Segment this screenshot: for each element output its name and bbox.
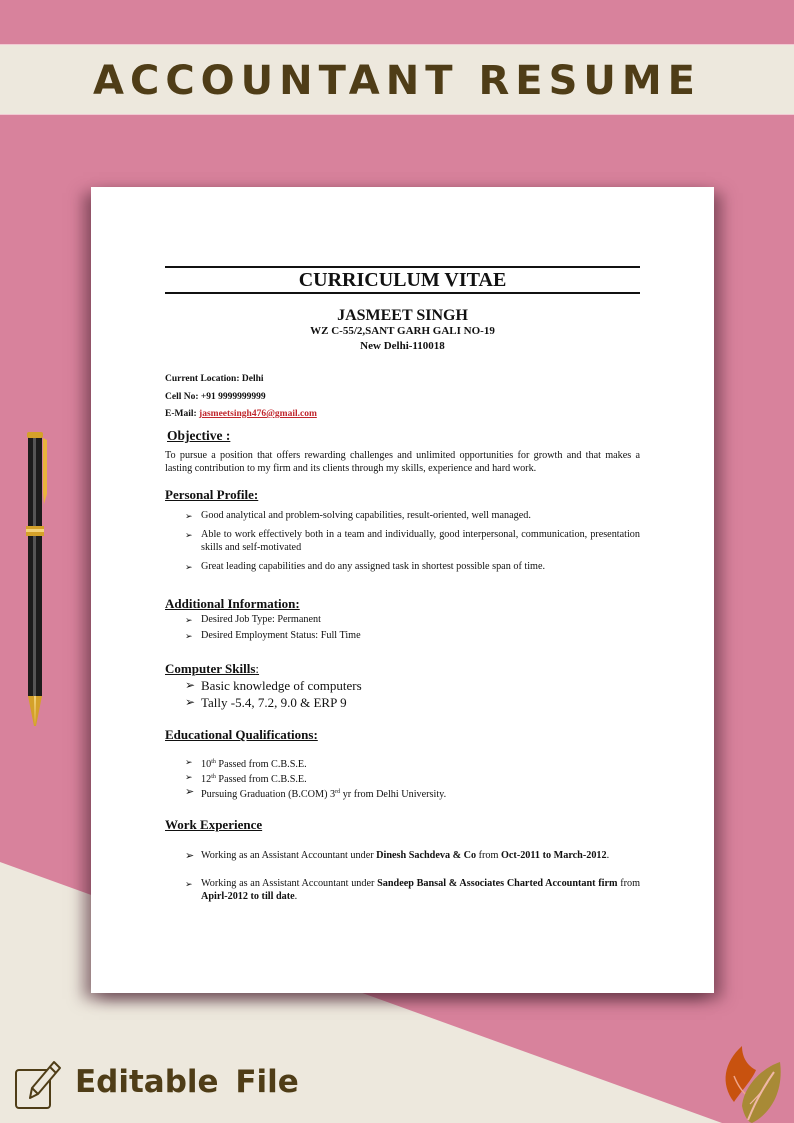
address-line-1: WZ C-55/2,SANT GARH GALI NO-19 <box>310 325 495 337</box>
list-item: ➢ Pursuing Graduation (B.COM) 3rd yr from Delhi University. <box>185 786 447 800</box>
arrowhead-bullet-icon: ➢ <box>185 850 195 862</box>
bottom-rule <box>165 292 640 294</box>
list-item: ➢ Great leading capabilities and do any assigned task in shortest possible span of time. <box>185 561 546 572</box>
email-link[interactable]: jasmeetsingh476@gmail.com <box>199 409 317 419</box>
resume-page <box>91 187 714 993</box>
arrowhead-bullet-icon: ➢ <box>185 631 193 641</box>
education-heading: Educational Qualifications: <box>165 727 318 742</box>
arrowhead-bullet-icon: ➢ <box>185 757 193 767</box>
edit-icon <box>14 1058 66 1110</box>
banner-title: ACCOUNTANT RESUME <box>93 57 701 104</box>
list-item: ➢ Good analytical and problem-solving capabilities, result-oriented, well managed. <box>185 510 531 521</box>
arrowhead-bullet-icon: ➢ <box>185 772 193 782</box>
list-item: ➢ 10th Passed from C.B.S.E. <box>185 757 307 770</box>
current-location: Current Location: Delhi <box>165 374 264 384</box>
title-banner <box>0 44 794 115</box>
list-item: ➢ Able to work effectively both in a team and individually, good interpersonal, communication, presentation skills and self-motivated <box>185 529 640 553</box>
computer-skills-heading: Computer Skills: <box>165 661 260 676</box>
arrowhead-bullet-icon: ➢ <box>185 530 193 540</box>
pen-icon <box>26 432 48 728</box>
arrowhead-bullet-icon: ➢ <box>185 879 193 889</box>
arrowhead-bullet-icon: ➢ <box>185 678 196 692</box>
address-line-2: New Delhi-110018 <box>360 340 445 352</box>
personal-profile-heading: Personal Profile: <box>165 487 259 502</box>
objective-heading: Objective : <box>167 428 231 443</box>
additional-info-heading: Additional Information: <box>165 596 300 611</box>
objective-text: To pursue a position that offers rewarding challenges and unlimited opportunities for growth and that makes a lasting contribution to my firm and its clients through my skills, experience and hard work. <box>165 450 640 474</box>
editable-file-label: Editable File <box>75 1064 299 1100</box>
top-rule <box>165 266 640 268</box>
cv-title: CURRICULUM VITAE <box>298 269 507 291</box>
arrowhead-bullet-icon: ➢ <box>185 511 193 521</box>
arrowhead-bullet-icon: ➢ <box>185 786 195 798</box>
email: E-Mail: jasmeetsingh476@gmail.com <box>165 409 317 419</box>
list-item: ➢ Desired Job Type: Permanent <box>185 614 321 625</box>
list-item: ➢ Working as an Assistant Accountant under Dinesh Sachdeva & Co from Oct-2011 to March-2012. <box>185 850 610 862</box>
list-item: ➢ Tally -5.4, 7.2, 9.0 & ERP 9 <box>185 695 347 710</box>
list-item: ➢ Desired Employment Status: Full Time <box>185 630 361 641</box>
cell-number: Cell No: +91 9999999999 <box>165 392 266 402</box>
arrowhead-bullet-icon: ➢ <box>185 615 193 625</box>
arrowhead-bullet-icon: ➢ <box>185 562 193 572</box>
leaf-logo-icon <box>712 1040 792 1123</box>
list-item: ➢ Basic knowledge of computers <box>185 678 362 693</box>
list-item: ➢ 12th Passed from C.B.S.E. <box>185 772 307 785</box>
list-item: ➢ Working as an Assistant Accountant under Sandeep Bansal & Associates Charted Accountant firm from Apirl-2012 to till date. <box>185 878 640 902</box>
arrowhead-bullet-icon: ➢ <box>185 695 196 709</box>
candidate-name: JASMEET SINGH <box>337 307 468 324</box>
work-experience-heading: Work Experience <box>165 817 263 832</box>
